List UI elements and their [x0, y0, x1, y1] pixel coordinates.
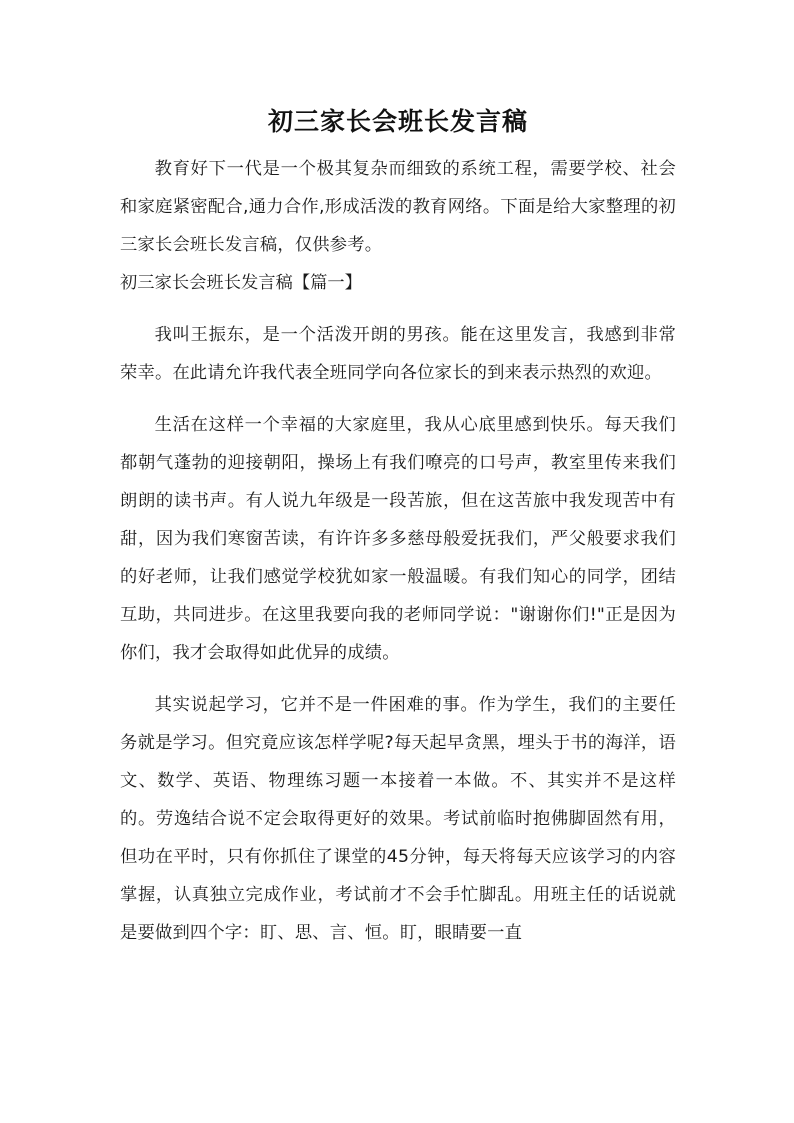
body-paragraph: 生活在这样一个幸福的大家庭里，我从心底里感到快乐。每天我们都朝气蓬勃的迎接朝阳，操场上有我们嘹亮的口号声，教室里传来我们朗朗的读书声。有人说九年级是一段苦旅，但在这苦旅中我发现苦中有甜，因为我们寒窗苦读，有许许多多慈母般爱抚我们，严父般要求我们的好老师，让我们感觉学校犹如家一般温暖。有我们知心的同学，团结互助，共同进步。在这里我要向我的老师同学说："谢谢你们!"正是因为你们，我才会取得如此优异的成绩。: [120, 415, 676, 663]
body-paragraph: 我叫王振东，是一个活泼开朗的男孩。能在这里发言，我感到非常荣幸。在此请允许我代表全班同学向各位家长的到来表示热烈的欢迎。: [120, 325, 676, 383]
document-title: 初三家长会班长发言稿: [267, 107, 528, 136]
body-paragraph: 其实说起学习，它并不是一件困难的事。作为学生，我们的主要任务就是学习。但究竟应该怎样学呢?每天起早贪黑，埋头于书的海洋，语文、数学、英语、物理练习题一本接着一本做。不、其实并不是这样的。劳逸结合说不定会取得更好的效果。考试前临时抱佛脚固然有用，但功在平时，只有你抓住了课堂的45分钟，每天将每天应该学习的内容掌握，认真独立完成作业，考试前才不会手忙脚乱。用班主任的话说就是要做到四个字：盯、思、言、恒。盯，眼睛要一直: [120, 695, 676, 943]
section-heading: 初三家长会班长发言稿【篇一】: [120, 273, 362, 293]
intro-paragraph: 教育好下一代是一个极其复杂而细致的系统工程，需要学校、社会和家庭紧密配合,通力合作,形成活泼的教育网络。下面是给大家整理的初三家长会班长发言稿，仅供参考。: [120, 159, 676, 255]
